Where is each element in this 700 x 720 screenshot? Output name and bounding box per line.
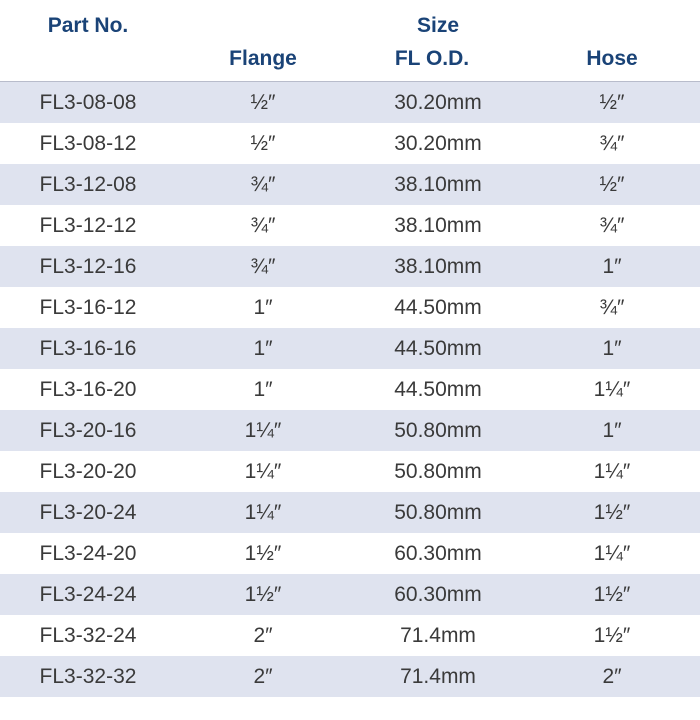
fl-od-cell: 38.10mm: [394, 214, 482, 237]
fl-od-cell: 44.50mm: [394, 337, 482, 360]
fl-od-cell: 38.10mm: [394, 255, 482, 278]
table-row: [0, 328, 700, 369]
hose-size-cell: ¾″: [599, 296, 625, 319]
hose-size-cell: 1″: [602, 419, 622, 442]
flange-size-cell: 1¼″: [244, 419, 282, 442]
table-row: [0, 615, 700, 656]
table-row: [0, 287, 700, 328]
fl-od-cell: 60.30mm: [394, 583, 482, 606]
flange-size-cell: 1″: [253, 296, 273, 319]
fl-od-cell: 71.4mm: [400, 665, 476, 688]
table-row: [0, 410, 700, 451]
hose-size-cell: ¾″: [599, 214, 625, 237]
part-number-cell: FL3-20-24: [39, 501, 137, 524]
part-number-cell: FL3-16-16: [39, 337, 137, 360]
part-number-cell: FL3-20-16: [39, 419, 137, 442]
part-number-cell: FL3-12-08: [39, 173, 137, 196]
part-number-cell: FL3-20-20: [39, 460, 137, 483]
table-row: [0, 123, 700, 164]
part-number-cell: FL3-08-08: [39, 91, 137, 114]
flange-size-cell: ½″: [250, 91, 276, 114]
hose-size-cell: ¾″: [599, 132, 625, 155]
fl-od-cell: 50.80mm: [394, 501, 482, 524]
fl-od-cell: 38.10mm: [394, 173, 482, 196]
fl-od-cell: 50.80mm: [394, 419, 482, 442]
hose-size-cell: 1¼″: [593, 378, 631, 401]
table-row: [0, 82, 700, 123]
header-fl-od: FL O.D.: [394, 47, 470, 70]
fl-od-cell: 50.80mm: [394, 460, 482, 483]
header-hose: Hose: [586, 47, 638, 70]
part-number-cell: FL3-32-24: [39, 624, 137, 647]
fl-od-cell: 60.30mm: [394, 542, 482, 565]
flange-size-cell: ¾″: [250, 173, 276, 196]
flange-size-cell: ½″: [250, 132, 276, 155]
hose-size-cell: ½″: [599, 173, 625, 196]
part-number-cell: FL3-08-12: [39, 132, 137, 155]
part-number-cell: FL3-16-12: [39, 296, 137, 319]
table-row: [0, 164, 700, 205]
part-number-cell: FL3-12-16: [39, 255, 137, 278]
flange-size-cell: ¾″: [250, 255, 276, 278]
table-body: [0, 82, 700, 697]
flange-size-cell: 1½″: [244, 583, 282, 606]
hose-size-cell: 1¼″: [593, 542, 631, 565]
flange-size-cell: 1½″: [244, 542, 282, 565]
fl-od-cell: 71.4mm: [400, 624, 476, 647]
flange-size-cell: 1¼″: [244, 460, 282, 483]
flange-size-cell: 1″: [253, 378, 273, 401]
flange-size-cell: 1¼″: [244, 501, 282, 524]
table-row: [0, 533, 700, 574]
hose-size-cell: 2″: [602, 665, 622, 688]
part-number-cell: FL3-16-20: [39, 378, 137, 401]
part-number-cell: FL3-24-20: [39, 542, 137, 565]
flange-size-cell: 2″: [253, 665, 273, 688]
table-row: [0, 246, 700, 287]
hose-size-cell: 1″: [602, 337, 622, 360]
flange-size-cell: ¾″: [250, 214, 276, 237]
part-number-cell: FL3-12-12: [39, 214, 137, 237]
hose-size-cell: 1½″: [593, 583, 631, 606]
hose-size-cell: 1¼″: [593, 460, 631, 483]
table-row: [0, 369, 700, 410]
header-flange: Flange: [229, 47, 297, 70]
hose-size-cell: 1″: [602, 255, 622, 278]
table-row: [0, 574, 700, 615]
table-row: [0, 451, 700, 492]
part-number-cell: FL3-32-32: [39, 665, 137, 688]
table-header: [0, 0, 700, 82]
fl-od-cell: 30.20mm: [394, 91, 482, 114]
fl-od-cell: 44.50mm: [394, 378, 482, 401]
flange-size-cell: 2″: [253, 624, 273, 647]
hose-size-cell: ½″: [599, 91, 625, 114]
header-part-no: Part No.: [47, 14, 129, 37]
flange-size-cell: 1″: [253, 337, 273, 360]
fl-od-cell: 44.50mm: [394, 296, 482, 319]
table-row: [0, 205, 700, 246]
table-row: [0, 492, 700, 533]
hose-size-cell: 1½″: [593, 501, 631, 524]
header-size: Size: [416, 14, 460, 37]
table-row: [0, 656, 700, 697]
part-number-cell: FL3-24-24: [39, 583, 137, 606]
hose-size-cell: 1½″: [593, 624, 631, 647]
fl-od-cell: 30.20mm: [394, 132, 482, 155]
